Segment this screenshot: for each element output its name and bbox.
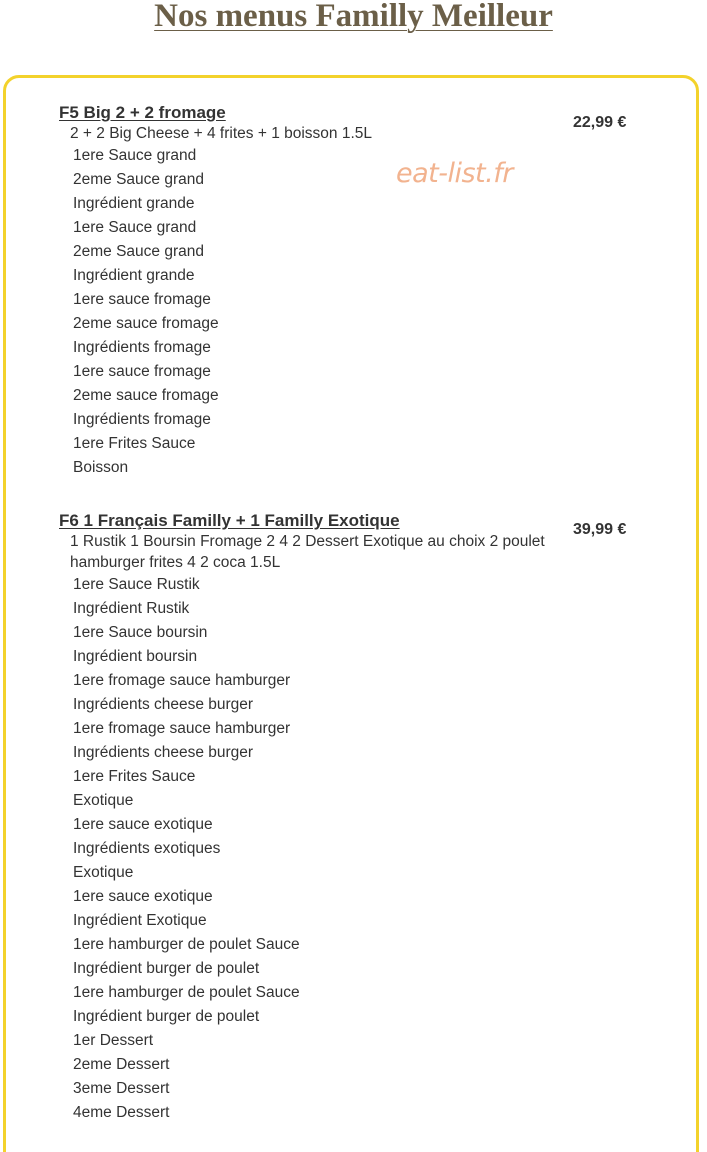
- page-title: Nos menus Familly Meilleur: [154, 0, 553, 34]
- menu-option-item: 1ere sauce exotique: [73, 888, 213, 905]
- menu-option-item: 4eme Dessert: [73, 1104, 170, 1121]
- menu-option-item: 1ere Frites Sauce: [73, 768, 196, 785]
- menu-item-description: 2 + 2 Big Cheese + 4 frites + 1 boisson 1.5L: [70, 125, 373, 142]
- menu-item-price: 39,99 €: [573, 521, 627, 538]
- menu-option-item: Boisson: [73, 459, 129, 476]
- menu-options-list: [59, 573, 649, 1125]
- menu-item-title[interactable]: F5 Big 2 + 2 fromage: [59, 103, 226, 122]
- menu-option-item: 1ere hamburger de poulet Sauce: [73, 984, 300, 1001]
- menu-option-item: Ingrédients fromage: [73, 411, 211, 428]
- menu-option-item: 1ere fromage sauce hamburger: [73, 672, 291, 689]
- menu-option-item: 2eme sauce fromage: [73, 315, 219, 332]
- menu-option-item: 1ere Frites Sauce: [73, 435, 196, 452]
- menu-option-item: 2eme sauce fromage: [73, 387, 219, 404]
- menu-option-item: Ingrédient Rustik: [73, 600, 190, 617]
- menu-option-item: 1ere sauce fromage: [73, 363, 211, 380]
- menu-item-description: 1 Rustik 1 Boursin Fromage 2 4 2 Dessert Exotique au choix 2 poulet hamburger frites 4 2 coca 1.5L: [70, 533, 545, 571]
- menu-option-item: 1er Dessert: [73, 1032, 154, 1049]
- menu-option-item: Ingrédients cheese burger: [73, 744, 254, 761]
- menu-option-item: 2eme Sauce grand: [73, 171, 204, 188]
- menu-option-item: Ingrédient burger de poulet: [73, 1008, 260, 1025]
- menu-option-item: Ingrédients exotiques: [73, 840, 221, 857]
- menu-item-title[interactable]: F6 1 Français Familly + 1 Familly Exotique: [59, 511, 400, 530]
- watermark-logo: eat-list.fr: [396, 158, 513, 189]
- menu-option-item: 1ere Sauce grand: [73, 147, 197, 164]
- menu-option-item: 1ere Sauce boursin: [73, 624, 208, 641]
- menu-option-item: Ingrédients fromage: [73, 339, 211, 356]
- menu-option-item: Ingrédients cheese burger: [73, 696, 254, 713]
- menu-option-item: 1ere Sauce Rustik: [73, 576, 200, 593]
- menu-option-item: 1ere sauce fromage: [73, 291, 211, 308]
- menu-option-item: 1ere Sauce grand: [73, 219, 197, 236]
- menu-option-item: 1ere hamburger de poulet Sauce: [73, 936, 300, 953]
- menu-option-item: Ingrédient boursin: [73, 648, 198, 665]
- menu-option-item: 2eme Sauce grand: [73, 243, 204, 260]
- menu-item-f6[interactable]: [59, 511, 649, 1125]
- menu-option-item: Ingrédient burger de poulet: [73, 960, 260, 977]
- menu-option-item: Ingrédient grande: [73, 267, 195, 284]
- menu-option-item: 1ere fromage sauce hamburger: [73, 720, 291, 737]
- menu-option-item: 1ere sauce exotique: [73, 816, 213, 833]
- menu-options-list: [59, 144, 649, 480]
- menu-option-item: Exotique: [73, 792, 134, 809]
- menu-item-price: 22,99 €: [573, 114, 627, 131]
- menu-option-item: 2eme Dessert: [73, 1056, 170, 1073]
- menu-option-item: Ingrédient Exotique: [73, 912, 207, 929]
- menu-option-item: Exotique: [73, 864, 134, 881]
- menu-option-item: 3eme Dessert: [73, 1080, 170, 1097]
- menu-option-item: Ingrédient grande: [73, 195, 195, 212]
- menu-item-f5[interactable]: [59, 103, 649, 480]
